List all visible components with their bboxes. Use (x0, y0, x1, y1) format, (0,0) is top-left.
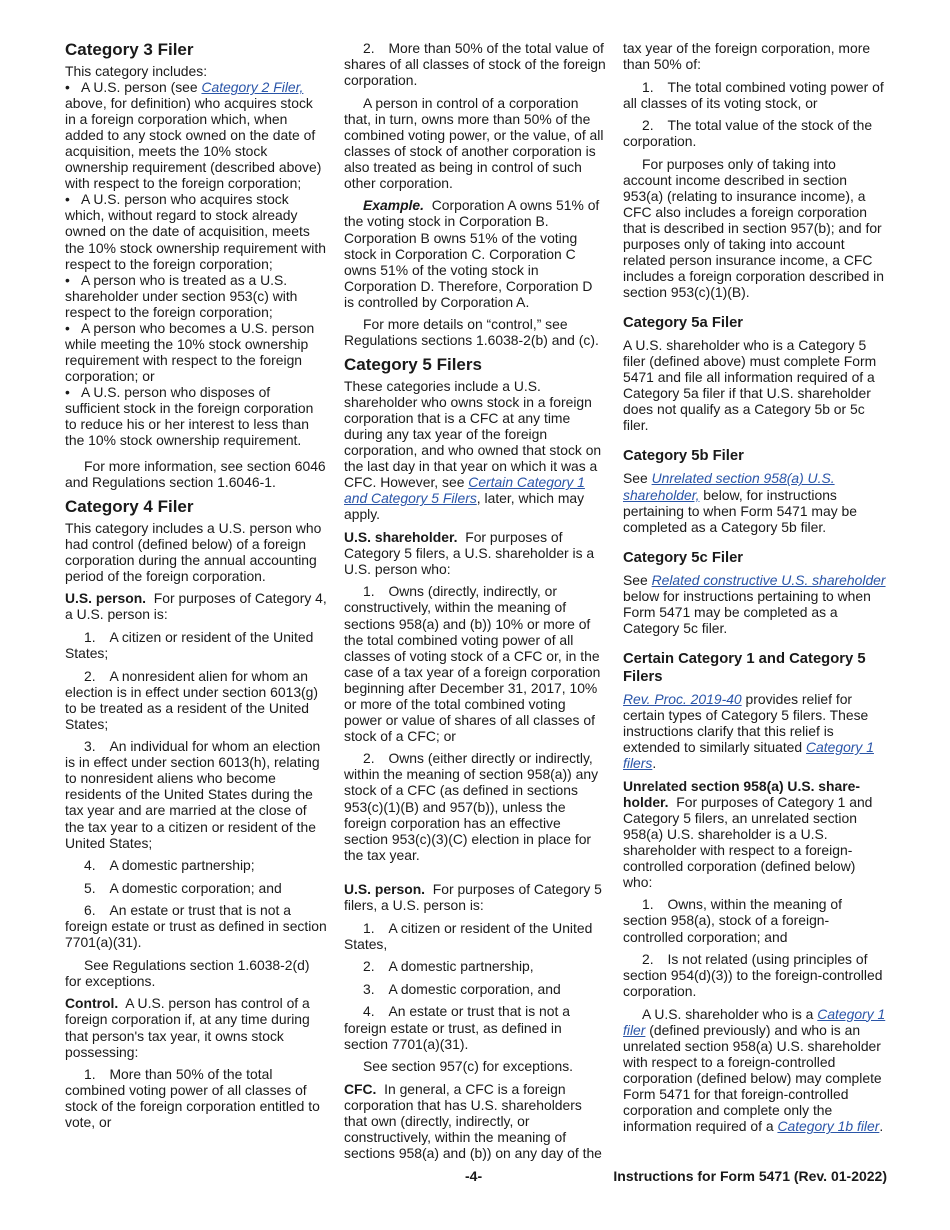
bullet-item: • A person who is treated as a U.S. shareholder under section 953(c) with respect to the foreign corporation; (65, 271, 298, 320)
rev-proc-paragraph: Rev. Proc. 2019-40 provides relief for certain types of Category 5 filers. These instructions clarify that this relief is extended to similarly situated Category 1 filers. (623, 690, 874, 772)
example-paragraph: Example. Corporation A owns 51% of the voting stock in Corporation B. Corporation B owns 51% of the voting stock in Corporation C. Corporation C owns 51% of the voting stock in Corporation D. Therefore, Corporation D is controlled by Corporation A. (344, 197, 600, 310)
page-footer (65, 1168, 887, 1188)
page-number: -4- (465, 1168, 483, 1184)
unrelated-shareholder-paragraph: Unrelated section 958(a) U.S. share-holder. For purposes of Category 1 and Category 5 filers, an unrelated section 958(a) U.S. shareholder is a U.S. shareholder with respect to a foreign-controlled corporation (defined below) who: (623, 777, 873, 890)
link-category-1-filer[interactable]: Category 1 filer (623, 1005, 886, 1038)
link-category-2-filer[interactable]: Category 2 Filer, (201, 79, 304, 96)
see-957-paragraph: See section 957(c) for exceptions. (363, 1058, 574, 1075)
list-item: 6. An estate or trust that is not a foreign estate or trust as defined in section 7701(a)(31). (65, 902, 327, 951)
category-3-intro: This category includes: (65, 63, 208, 79)
bullet-item: • A person who becomes a U.S. person while meeting the 10% stock ownership requirement with respect to the foreign corporation; or (65, 319, 315, 384)
bullet-icon: • (65, 79, 70, 96)
list-item: 1. The total combined voting power of all classes of its voting stock, or (623, 78, 884, 111)
list-item: 3. A domestic corporation, and (363, 980, 561, 997)
link-related-constructive-shareholder[interactable]: Related constructive U.S. shareholder (651, 571, 886, 588)
bullet-item: • A U.S. person (see Category 2 Filer, above, for definition) who acquires stock in a foreign corporation which, when added to any stock owned on the date of acquisition, meets the 10% stock ownership requirement (described above) with respect to the foreign corporation; (65, 79, 322, 192)
link-category-1-filers[interactable]: Category 1 filers (623, 739, 874, 772)
us-person-5-paragraph: U.S. person. For purposes of Category 5 filers, a U.S. person is: (344, 881, 602, 914)
list-item: 2. Is not related (using principles of section 954(d)(3)) to the foreign-controlled corporation. (623, 951, 883, 1000)
heading-category-3: Category 3 Filer (65, 40, 194, 59)
heading-category-5b: Category 5b Filer (623, 448, 744, 465)
category-5a-text: A U.S. shareholder who is a Category 5 filer (defined above) must complete Form 5471 and file all information required of a Category 5a filer if that U.S. shareholder does not qualify as a Category 5b or 5c filer. (623, 337, 877, 434)
more-info-paragraph: For more information, see section 6046 and Regulations section 1.6046-1. (65, 458, 326, 491)
list-item: 2. The total value of the stock of the corporation. (623, 117, 873, 150)
bullet-item: • A U.S. person who acquires stock which, without regard to stock already owned on the date of acquisition, meets the 10% stock ownership requirement with respect to the foreign corporation; (65, 191, 326, 272)
more-control-paragraph: For more details on “control,” see Regulations sections 1.6038-2(b) and (c). (344, 316, 599, 349)
bullet-icon: • (65, 271, 70, 288)
link-rev-proc[interactable]: Rev. Proc. 2019-40 (623, 690, 742, 707)
column-2 (344, 40, 606, 1167)
column-3 (623, 40, 887, 1141)
list-item: 1. Owns, within the meaning of section 958(a), stock of a foreign-controlled corporation; and (623, 896, 842, 945)
person-control-paragraph: A person in control of a corporation that, in turn, owns more than 50% of the combined voting power, or the value, of all classes of stock of another corporation is also treated as being in control of such other corporation. (344, 94, 604, 191)
bullet-item: • A U.S. person who disposes of sufficient stock in the foreign corporation to reduce his or her interest to less than the 10% stock ownership requirement. (65, 383, 314, 449)
list-item: 5. A domestic corporation; and (84, 879, 282, 896)
list-item: 4. An estate or trust that is not a foreign estate or trust, as defined in section 7701(a)(31). (344, 1003, 570, 1052)
category-5c-text: See Related constructive U.S. shareholder below for instructions pertaining to when Form 5471 may be completed as a Category 5c filer. (623, 571, 886, 636)
link-category-1b-filer[interactable]: Category 1b filer (777, 1118, 880, 1135)
see-regulations-paragraph: See Regulations section 1.6038-2(d) for exceptions. (65, 956, 310, 989)
heading-category-5c: Category 5c Filer (623, 549, 744, 566)
column-1 (65, 40, 327, 1137)
list-item: 1. A citizen or resident of the United States, (344, 919, 593, 952)
list-item: 1. A citizen or resident of the United States; (65, 629, 314, 662)
cfc-continued: tax year of the foreign corporation, more than 50% of: (623, 40, 871, 73)
us-person-paragraph: U.S. person. For purposes of Category 4, a U.S. person is: (65, 590, 327, 623)
us-shareholder-paragraph: U.S. shareholder. For purposes of Category 5 filers, a U.S. shareholder is a U.S. person who: (344, 528, 595, 577)
list-item: 3. An individual for whom an election is in effect under section 6013(h), relating to nonresident aliens who become residents of the United States during the tax year and are married at the close of the tax year to a citizen or resident of the United States; (65, 738, 321, 851)
bullet-icon: • (65, 319, 70, 336)
list-item: 1. Owns (directly, indirectly, or constructively, within the meaning of sections 958(a) and (b)) 10% or more of the total combined voting power of all classes of voting stock of a CFC or, in the case of a tax year of a foreign corporation beginning after December 31, 2017, 10% or more of the total combined voting power or value of shares of all classes of stock of a CFC; or (344, 583, 601, 744)
heading-certain-category-filers: Certain Category 1 and Category 5 Filers (623, 650, 866, 685)
list-item: 2. A nonresident alien for whom an election is in effect under section 6013(g) to be treated as a resident of the United States; (65, 667, 319, 732)
cfc-paragraph: CFC. In general, a CFC is a foreign corporation that has U.S. shareholders that own (directly, indirectly, or constructively, within the meaning of sections 958(a) and (b)) on any day of the (344, 1080, 602, 1161)
list-item: 1. More than 50% of the total combined voting power of all classes of stock of the foreign corporation entitled to vote, or (65, 1066, 320, 1131)
list-item: 4. A domestic partnership; (84, 857, 255, 874)
list-item: 2. A domestic partnership, (363, 958, 534, 975)
category-4-text: This category includes a U.S. person who had control (defined below) of a foreign corporation during the annual accounting period of the foreign corporation. (65, 519, 322, 584)
link-unrelated-shareholder[interactable]: Unrelated section 958(a) U.S. shareholder, (623, 470, 835, 503)
bullet-icon: • (65, 383, 70, 400)
control-paragraph: Control. A U.S. person has control of a foreign corporation if, at any time during that person's tax year, it owns stock possessing: (65, 995, 310, 1060)
bullet-icon: • (65, 191, 70, 208)
category-1-filer-paragraph: A U.S. shareholder who is a Category 1 filer (defined previously) and who is an unrelated section 958(a) U.S. shareholder with respect to a foreign-controlled corporation (defined below) may complete Form 5471 for that foreign-controlled corporation and complete only the information required of a Category 1b filer. (623, 1005, 886, 1135)
link-certain-category-filers[interactable]: Certain Category 1 and Category 5 Filers (344, 474, 585, 507)
category-5-text: These categories include a U.S. shareholder who owns stock in a foreign corporation that is a CFC at any time during any tax year of the foreign corporation, and who owned that stock on the last day in that year on which it was a CFC. However, see Certain Category 1 and Category 5 Filers, later, which may apply. (344, 377, 602, 523)
list-item: 2. Owns (either directly or indirectly, within the meaning of section 958(a)) any stock of a CFC (as defined in sections 953(c)(1)(B) and 957(b)), unless the foreign corporation has an effective section 953(c)(3)(C) election in place for the tax year. (344, 750, 599, 863)
list-item: 2. More than 50% of the total value of shares of all classes of stock of the foreign corporation. (344, 40, 606, 89)
insurance-paragraph: For purposes only of taking into account income described in section 953(a) (relating to insurance income), a CFC also includes a foreign corporation that is described in section 957(b); and for purposes only of taking into account related person insurance income, a CFC includes a foreign corporation described in section 953(c)(1)(B). (623, 155, 884, 301)
form-title: Instructions for Form 5471 (Rev. 01-2022) (613, 1168, 887, 1184)
heading-category-4: Category 4 Filer (65, 496, 194, 516)
category-5b-text: See Unrelated section 958(a) U.S. shareholder, below, for instructions pertaining to when Form 5471 may be completed as a Category 5b filer. (623, 470, 857, 535)
heading-category-5a: Category 5a Filer (623, 315, 744, 332)
heading-category-5: Category 5 Filers (344, 354, 482, 374)
